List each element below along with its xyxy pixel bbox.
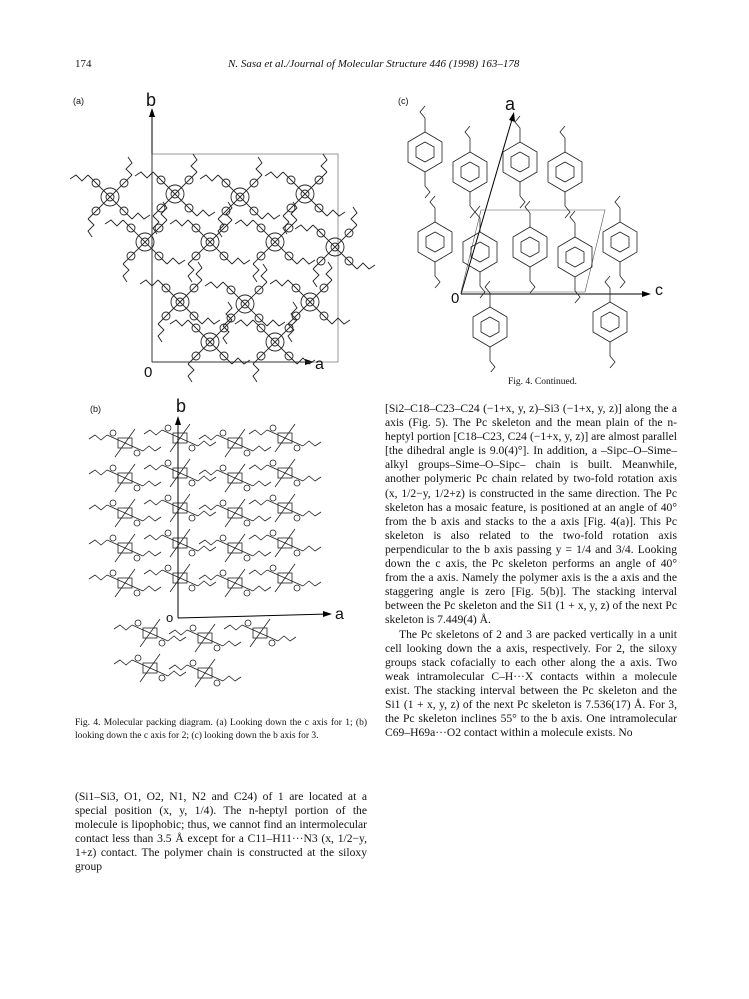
figure-panel-a [70, 92, 380, 392]
figure-continued-caption: Fig. 4. Continued. [508, 377, 577, 387]
panel-b-axis-a-label: a [335, 606, 344, 623]
panel-b-label: (b) [90, 404, 101, 414]
left-paragraph-1: (Si1–Si3, O1, O2, N1, N2 and C24) of 1 are located at a special position (x, y, 1/4). The n-heptyl portion of the molecule is lipophobic; thus, we cannot find an intermolecular contact less than 3.5 Å except for a C11–H11···N3 (x, 1/2−y, 1+z) contact. The polymer chain is constructed at the siloxy group [75, 790, 367, 874]
panel-c-label: (c) [398, 96, 409, 106]
packing-diagram-a [70, 92, 380, 392]
packing-diagram-c [395, 92, 685, 372]
panel-c-origin-label: 0 [451, 290, 460, 307]
left-column [75, 790, 367, 875]
panel-a-axis-b-label: b [146, 90, 157, 110]
packing-diagram-b [70, 398, 380, 710]
panel-c-axis-c-label: c [655, 282, 663, 299]
panel-a-label: (a) [73, 96, 84, 106]
panel-b-axis-b-label: b [176, 396, 187, 416]
panel-a-axis-a-label: a [315, 356, 324, 373]
panel-c-axis-a-label: a [505, 94, 516, 114]
figure-caption: Fig. 4. Molecular packing diagram. (a) Looking down the c axis for 1; (b) looking down the c axis for 2; (c) looking down the b axis for 3. [75, 718, 367, 741]
right-column [385, 402, 677, 740]
right-paragraph-1: [Si2–C18–C23–C24 (−1+x, y, z)–Si3 (−1+x, y, z)] along the a axis (Fig. 5). The Pc skeleton and the mean plain of the n-heptyl portion [C18–C23, C24 (−1+x, y, z)] are almost parallel [the dihedral angle is 9.0(4)°]. In addition, a –Sipc–O–Sime–alkyl groups–Sime–O–Sipc– chain is built. Meanwhile, another polymeric Pc chain related by two-fold rotation axis (x, 1/2−y, 1/2+z) is constructed in the same direction. The Pc skeleton has a mosaic feature, is positioned at an angle of 40° from the b axis and stacks to the a axis [Fig. 4(a)]. This Pc skeleton is also related to the two-fold rotation axis perpendicular to the b axis passing y = 1/4 and 3/4. Looking down the c axis, the Pc skeleton performs an angle of 40° from the a axis. Namely the polymer axis is the a axis and the staggering angle is zero [Fig. 5(b)]. The stacking interval between the Pc skeleton and the Si1 (1 + x, y, z) of the next Pc skeleton is 7.449(4) Å. [385, 402, 677, 627]
figure-panel-b [70, 398, 380, 710]
right-paragraph-2: The Pc skeletons of 2 and 3 are packed vertically in a unit cell looking down the a axis, respectively. For 2, the siloxy groups stack cofacially to each other along the a axis. Two weak intramolecular C–H···X contacts within a molecule exist. The stacking interval between the Pc skeleton and the Si1 (1 + x, y, z) of the next Pc skeleton is 7.536(17) Å. For 3, the Pc skeleton inclines 55° to the b axis. One intramolecular C69–H69a···O2 contact within a molecule exists. No [385, 627, 677, 740]
figure-panel-c [395, 92, 685, 372]
panel-a-origin-label: 0 [144, 364, 153, 381]
running-head: N. Sasa et al./Journal of Molecular Structure 446 (1998) 163–178 [228, 58, 520, 70]
page-number: 174 [75, 58, 92, 70]
panel-b-origin-label: o [166, 610, 174, 625]
